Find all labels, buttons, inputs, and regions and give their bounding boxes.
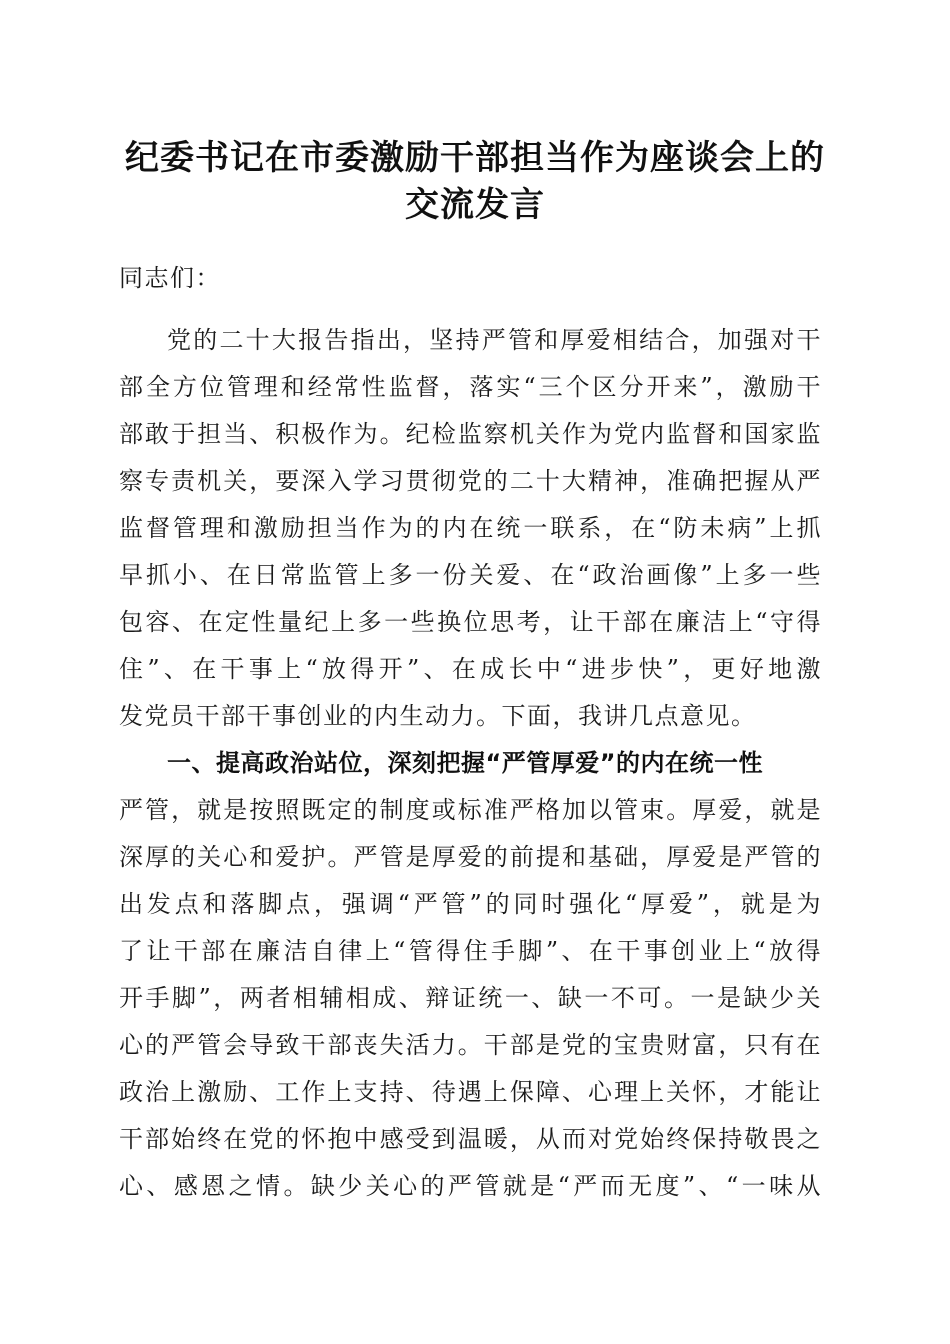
paragraph-2-line-6: 心的严管会导致干部丧失活力。干部是党的宝贵财富，只有在 [119, 1031, 822, 1059]
paragraph-1-line-3: 部敢于担当、积极作为。纪检监察机关作为党内监督和国家监 [119, 420, 822, 448]
paragraph-1-line-2: 部全方位管理和经常性监督，落实“三个区分开来”，激励干 [119, 373, 822, 401]
paragraph-2-line-3: 出发点和落脚点，强调“严管”的同时强化“厚爱”，就是为 [119, 890, 822, 918]
paragraph-1-line-4: 察专责机关，要深入学习贯彻党的二十大精神，准确把握从严 [119, 467, 822, 495]
paragraph-2-line-5: 开手脚”，两者相辅相成、辩证统一、缺一不可。一是缺少关 [119, 984, 822, 1012]
paragraph-1-line-5: 监督管理和激励担当作为的内在统一联系，在“防未病”上抓 [119, 514, 822, 542]
paragraph-2-line-8: 干部始终在党的怀抱中感受到温暖，从而对党始终保持敬畏之 [119, 1125, 822, 1153]
paragraph-2-line-2: 深厚的关心和爱护。严管是厚爱的前提和基础，厚爱是严管的 [119, 843, 822, 871]
paragraph-1-line-6: 早抓小、在日常监管上多一份关爱、在“政治画像”上多一些 [119, 561, 822, 589]
paragraph-1-line-1: 党的二十大报告指出，坚持严管和厚爱相结合，加强对干 [167, 326, 822, 354]
paragraph-1-line-9: 发党员干部干事创业的内生动力。下面，我讲几点意见。 [119, 702, 757, 730]
paragraph-2-line-4: 了让干部在廉洁自律上“管得住手脚”、在干事创业上“放得 [119, 937, 822, 965]
paragraph-2-line-7: 政治上激励、工作上支持、待遇上保障、心理上关怀，才能让 [119, 1078, 822, 1106]
paragraph-2-line-1: 严管，就是按照既定的制度或标准严格加以管束。厚爱，就是 [119, 796, 822, 824]
document-title-line-1: 纪委书记在市委激励干部担当作为座谈会上的 [125, 138, 825, 178]
paragraph-1-line-7: 包容、在定性量纪上多一些换位思考，让干部在廉洁上“守得 [119, 608, 822, 636]
paragraph-2-line-9: 心、感恩之情。缺少关心的严管就是“严而无度”、“一味从 [119, 1172, 822, 1200]
section-1-heading: 一、提高政治站位，深刻把握“严管厚爱”的内在统一性 [167, 749, 764, 777]
salutation: 同志们： [119, 264, 221, 292]
document-title-line-2: 交流发言 [405, 185, 545, 225]
paragraph-1-line-8: 住”、在干事上“放得开”、在成长中“进步快”，更好地激 [119, 655, 822, 683]
